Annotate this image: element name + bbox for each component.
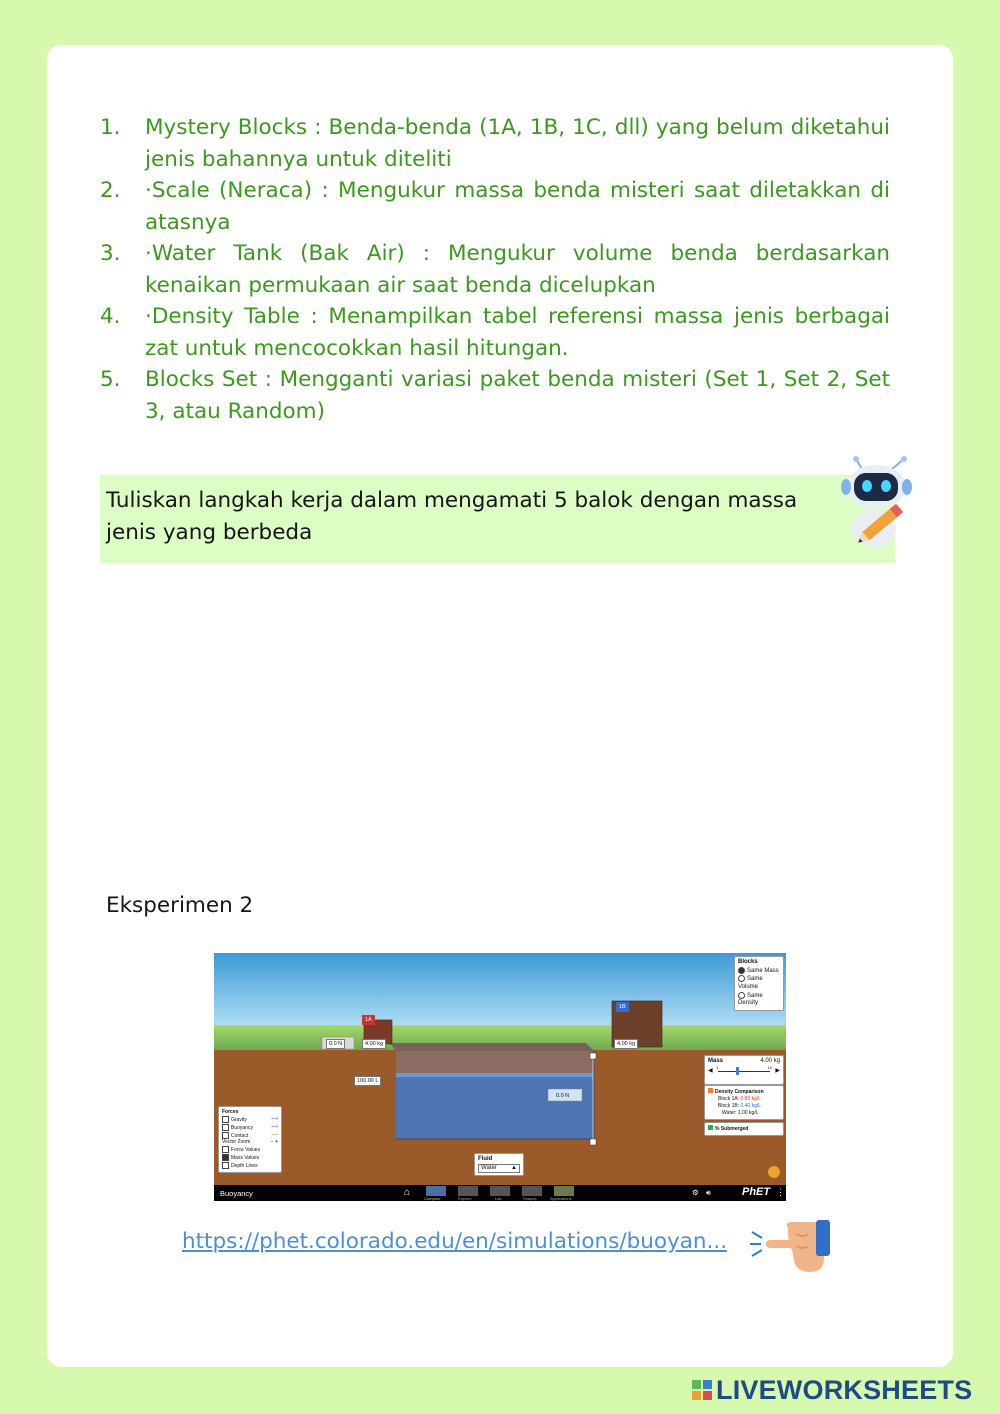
reset-icon <box>768 1166 780 1178</box>
pool-back <box>390 1043 594 1051</box>
block-1b-mass: 4.00 kg <box>614 1039 638 1049</box>
list-text: ·Scale (Neraca) : Mengukur massa benda misteri saat diletakkan di atasnya <box>145 178 890 235</box>
submerged-scale-reading: 0.0 N <box>556 1093 570 1099</box>
density-panel-title: Density Comparison <box>715 1089 764 1095</box>
home-icon[interactable]: ⌂ <box>404 1187 411 1198</box>
liveworksheets-logo <box>692 1375 972 1405</box>
liveworksheets-logo-icon <box>692 1380 712 1400</box>
density-1b-value: 0.40 kg/L <box>740 1103 762 1109</box>
block-1a-label: 1A <box>362 1015 375 1025</box>
list-number: 5. <box>100 367 121 392</box>
water <box>396 1073 594 1139</box>
pointing-hand-icon <box>748 1214 832 1278</box>
list-number: 1. <box>100 115 121 140</box>
mass-values-checkbox[interactable]: Mass Values <box>222 1154 278 1162</box>
screen-tab-compare[interactable] <box>426 1186 446 1196</box>
list-number: 3. <box>100 241 121 266</box>
list-item <box>100 112 890 175</box>
gravity-checkbox[interactable]: Gravity ⟶ <box>222 1116 278 1124</box>
screen-tab-lab[interactable] <box>490 1186 510 1196</box>
radio-same-volume[interactable]: Same Volume <box>738 976 763 990</box>
list-text: ·Water Tank (Bak Air) : Mengukur volume benda berdasarkan kenaikan permukaan air saat benda dicelupkan <box>145 241 890 298</box>
task-prompt-box <box>100 475 895 563</box>
contact-checkbox[interactable]: Contact ⟶ <box>222 1132 278 1140</box>
simulation-link[interactable]: https://phet.colorado.edu/en/simulations/buoyan... <box>182 1229 728 1254</box>
robot-pencil-icon <box>832 455 922 551</box>
forces-panel: Forces Gravity ⟶ Buoyancy ⟶ Contact ⟶ Vector Zoom − + Force Values Mass Values Depth Lines <box>218 1106 282 1173</box>
fluid-select[interactable]: Water ▲ <box>478 1164 520 1174</box>
list-item <box>100 364 890 427</box>
scale-reading: 0.0 N <box>326 1039 345 1049</box>
mass-panel: Mass 4.00 kg ◀ 1 10 ▶ <box>704 1055 784 1085</box>
radio-same-density[interactable]: Same Density <box>738 992 763 1007</box>
sky <box>214 953 786 1033</box>
mass-panel-title: Mass <box>708 1058 724 1064</box>
list-item <box>100 301 890 364</box>
mass-slider-thumb[interactable] <box>736 1067 739 1075</box>
simulation-screenshot <box>214 953 786 1201</box>
mass-decrement-button[interactable]: ◀ <box>708 1067 713 1074</box>
radio-same-mass[interactable]: Same Mass <box>738 967 780 976</box>
buoyancy-checkbox[interactable]: Buoyancy ⟶ <box>222 1124 278 1132</box>
task-prompt-text: Tuliskan langkah kerja dalam mengamati 5 balok dengan massa jenis yang berbeda <box>106 488 798 545</box>
vector-zoom-control[interactable]: Vector Zoom − + <box>222 1139 278 1146</box>
menu-icon[interactable]: ⋮ <box>776 1187 785 1197</box>
blocks-panel-title: Blocks <box>738 959 758 965</box>
submerged-panel[interactable]: % Submerged <box>704 1122 784 1136</box>
list-item <box>100 238 890 301</box>
fluid-panel: Fluid Water ▲ <box>474 1153 524 1176</box>
list-text: Blocks Set : Mengganti variasi paket benda misteri (Set 1, Set 2, Set 3, atau Random) <box>145 367 890 424</box>
list-item <box>100 175 890 238</box>
list-text: Mystery Blocks : Benda-benda (1A, 1B, 1C, dll) yang belum diketahui jenis bahannya untuk diteliti <box>145 115 890 172</box>
density-1a-value: 0.80 kg/L <box>740 1096 762 1102</box>
list-number: 2. <box>100 178 121 203</box>
sound-icon[interactable]: 🔊︎ <box>706 1188 711 1197</box>
density-comparison-panel: Density Comparison Block 1A: 0.80 kg/L Block 1B: 0.40 kg/L Water: 1.00 kg/L <box>704 1085 784 1120</box>
screen-tab-applications[interactable] <box>554 1186 574 1196</box>
tool-list <box>100 112 890 427</box>
force-values-checkbox[interactable]: Force Values <box>222 1146 278 1154</box>
mass-increment-button[interactable]: ▶ <box>775 1067 780 1074</box>
blocks-panel <box>734 956 784 1011</box>
pool-volume-readout: 100.00 L <box>354 1076 381 1086</box>
simulation-navbar: Buoyancy ⌂ Compare Explore Lab Shapes Applications ⚙ 🔊︎ PhET ⋮ <box>214 1185 786 1201</box>
list-number: 4. <box>100 304 121 329</box>
list-text: ·Density Table : Menampilkan tabel referensi massa jenis berbagai zat untuk mencocokkan hasil hitungan. <box>145 304 890 361</box>
sim-app-name: Buoyancy <box>220 1189 253 1198</box>
settings-icon[interactable]: ⚙ <box>692 1188 699 1197</box>
experiment-heading: Eksperimen 2 <box>106 893 254 918</box>
phet-logo: PhET <box>742 1186 771 1198</box>
block-1b-label: 1B <box>616 1002 629 1012</box>
density-water-value: 1.00 kg/L <box>737 1110 759 1116</box>
block-1a-mass: 4.00 kg <box>362 1039 386 1049</box>
screen-tab-explore[interactable] <box>458 1186 478 1196</box>
mass-value: 4.00 kg <box>760 1058 780 1064</box>
screen-tab-shapes[interactable] <box>522 1186 542 1196</box>
liveworksheets-wordmark: LIVEWORKSHEETS <box>716 1374 973 1405</box>
depth-lines-checkbox[interactable]: Depth Lines <box>222 1162 278 1170</box>
